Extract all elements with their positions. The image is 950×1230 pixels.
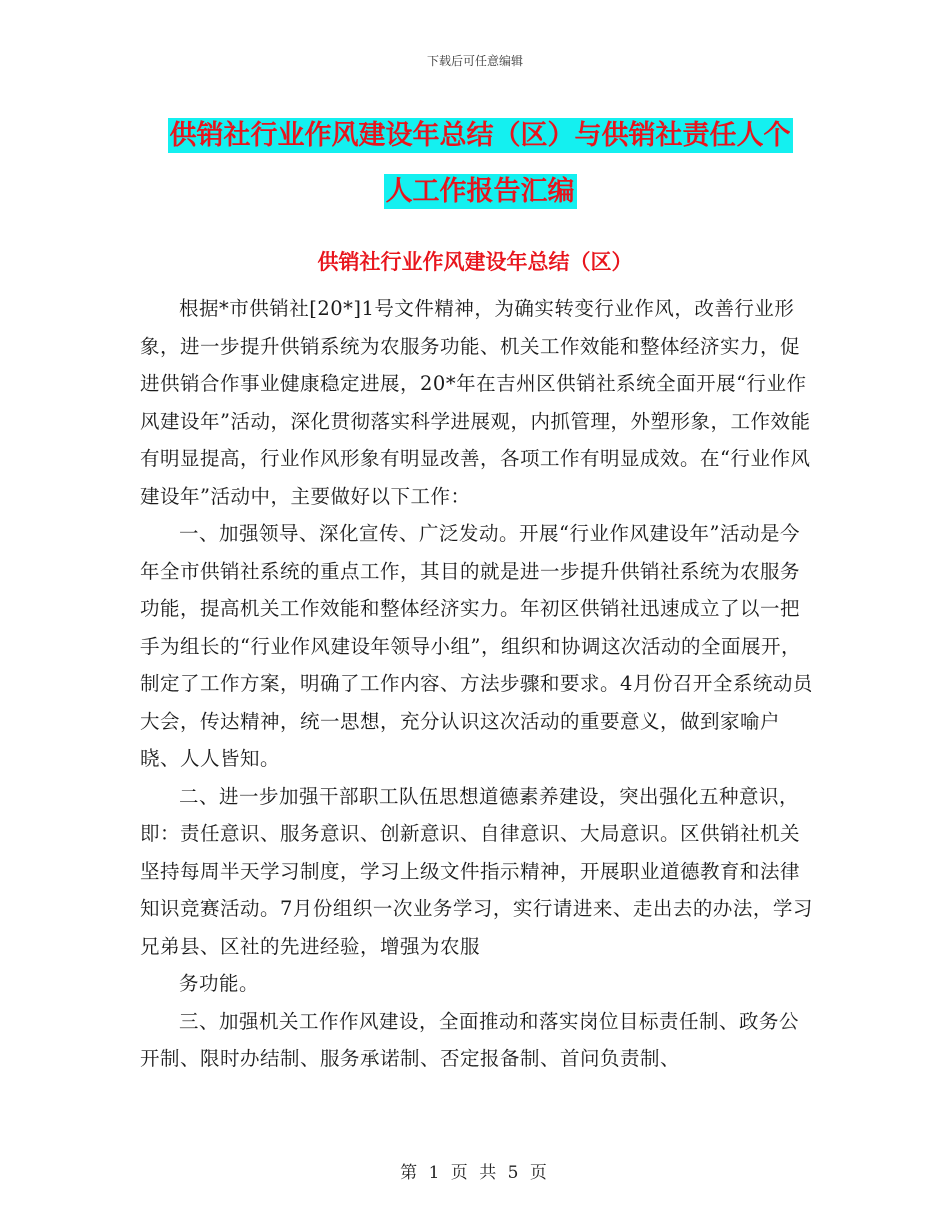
body-text [140,290,815,1078]
document-title-line-2: 人工作报告汇编 [385,176,575,207]
paragraph-intro: 根据*市供销社[20*]1号文件精神，为确实转变行业作风，改善行业形象，进一步提升供销系统为农服务功能、机关工作效能和整体经济实力，促进供销合作事业健康稳定进展，20*年在吉州区供销社系统全面开展“行业作风建设年”活动，深化贯彻落实科学进展观，内抓管理，外塑形象，工作效能有明显提高，行业作风形象有明显改善，各项工作有明显成效。在“行业作风建设年”活动中，主要做好以下工作： [140,297,811,508]
paragraph-item-2: 二、进一步加强干部职工队伍思想道德素养建设，突出强化五种意识，即：责任意识、服务意识、创新意识、自律意识、大局意识。区供销社机关坚持每周半天学习制度，学习上级文件指示精神，开展职业道德教育和法律知识竞赛活动。7月份组织一次业务学习，实行请进来、走出去的办法，学习兄弟县、区社的先进经验，增强为农服 [140,784,813,958]
paragraph-item-2-continued: 务功能。 [179,972,260,995]
document-title-line-1: 供销社行业作风建设年总结（区）与供销社责任人个 [169,120,791,151]
page-footer: 第 1 页 共 5 页 [400,1163,550,1183]
section-title: 供销社行业作风建设年总结（区） [317,250,633,274]
paragraph-item-3: 三、加强机关工作作风建设，全面推动和落实岗位目标责任制、政务公开制、限时办结制、服务承诺制、否定报备制、首问负责制、 [140,1009,800,1070]
paragraph-item-1: 一、加强领导、深化宣传、广泛发动。开展“行业作风建设年”活动是今年全市供销社系统的重点工作，其目的就是进一步提升供销社系统为农服务功能，提高机关工作效能和整体经济实力。年初区供销社迅速成立了以一把手为组长的“行业作风建设年领导小组”，组织和协调这次活动的全面展开，制定了工作方案，明确了工作内容、方法步骤和要求。4月份召开全系统动员大会，传达精神，统一思想，充分认识这次活动的重要意义，做到家喻户晓、人人皆知。 [140,522,813,770]
header-note: 下载后可任意编辑 [426,54,523,68]
document-title [120,108,840,220]
